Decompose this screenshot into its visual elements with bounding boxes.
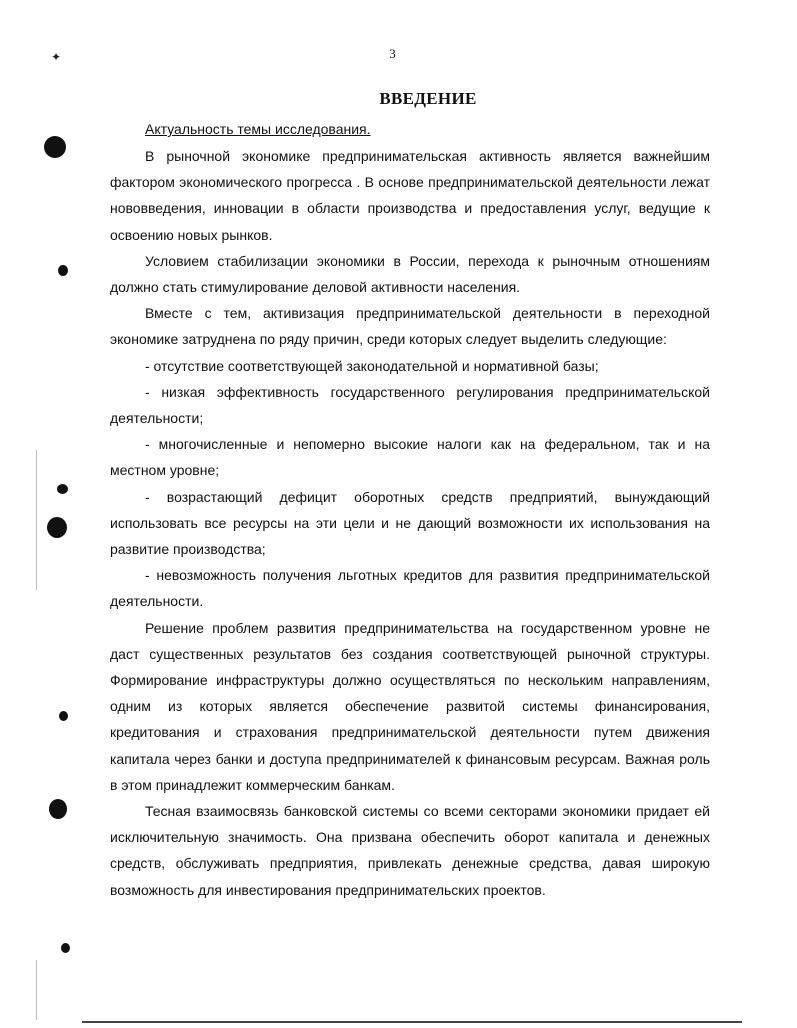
punch-hole-mark — [59, 711, 68, 721]
corner-smudge-icon: ✦ — [51, 50, 62, 64]
paragraph-3: Вместе с тем, активизация предпринимательской деятельности в переходной экономике затруднена по ряду причин, среди которых следует выделить следующие: — [110, 305, 710, 348]
scan-artifact-line — [36, 450, 37, 590]
body-text — [110, 143, 710, 903]
punch-hole-mark — [44, 136, 66, 158]
punch-hole-mark — [61, 943, 70, 953]
list-item-4: - возрастающий дефицит оборотных средств предприятий, вынуждающий использовать все ресурсы на эти цели и не дающий возможности их использования на развитие производства; — [110, 488, 710, 558]
list-item-3: - многочисленные и непомерно высокие налоги как на федеральном, так и на местном уровне; — [110, 436, 710, 479]
paragraph-1: В рыночной экономике предпринимательская активность является важнейшим фактором экономического прогресса . В основе предпринимательской деятельности лежат нововведения, инновации в области производства и предоставления услуг, ведущие к освоению новых рынков. — [110, 148, 710, 243]
scan-artifact-line — [36, 960, 37, 1020]
bottom-rule — [82, 1021, 742, 1023]
paragraph-4: Решение проблем развития предпринимательства на государственном уровне не даст существенных результатов без создания соответствующей рыночной структуры. Формирование инфраструктуры должно осуществляться по нескольким направлениям, одним из которых является обеспечение развитой системы финансирования, кредитования и страхования предпринимательской деятельности путем движения капитала через банки и доступа предпринимателей к финансовым ресурсам. Важная роль в этом принадлежит коммерческим банкам. — [110, 619, 710, 793]
list-item-1: - отсутствие соответствующей законодательной и нормативной базы; — [145, 357, 599, 374]
paragraph-2: Условием стабилизации экономики в России, перехода к рыночным отношениям должно стать стимулирование деловой активности населения. — [110, 252, 710, 296]
punch-hole-mark — [47, 517, 67, 538]
section-heading: ВВЕДЕНИЕ — [379, 89, 477, 108]
list-item-5: - невозможность получения льготных кредитов для развития предпринимательской деятельности. — [110, 567, 710, 610]
topic-subheading: Актуальность темы исследования. — [145, 121, 371, 137]
paragraph-5: Тесная взаимосвязь банковской системы со всеми секторами экономики придает ей исключительную значимость. Она призвана обеспечить оборот капитала и денежных средств, обслуживать предприятия, привлекать денежные средства, давая широкую возможность для инвестирования предпринимательских проектов. — [110, 803, 710, 898]
punch-hole-mark — [49, 799, 67, 819]
punch-hole-mark — [58, 265, 68, 276]
list-item-2: - низкая эффективность государственного регулирования предпринимательской деятельности; — [110, 383, 710, 427]
page-number: 3 — [389, 46, 396, 61]
punch-hole-mark — [57, 484, 68, 494]
